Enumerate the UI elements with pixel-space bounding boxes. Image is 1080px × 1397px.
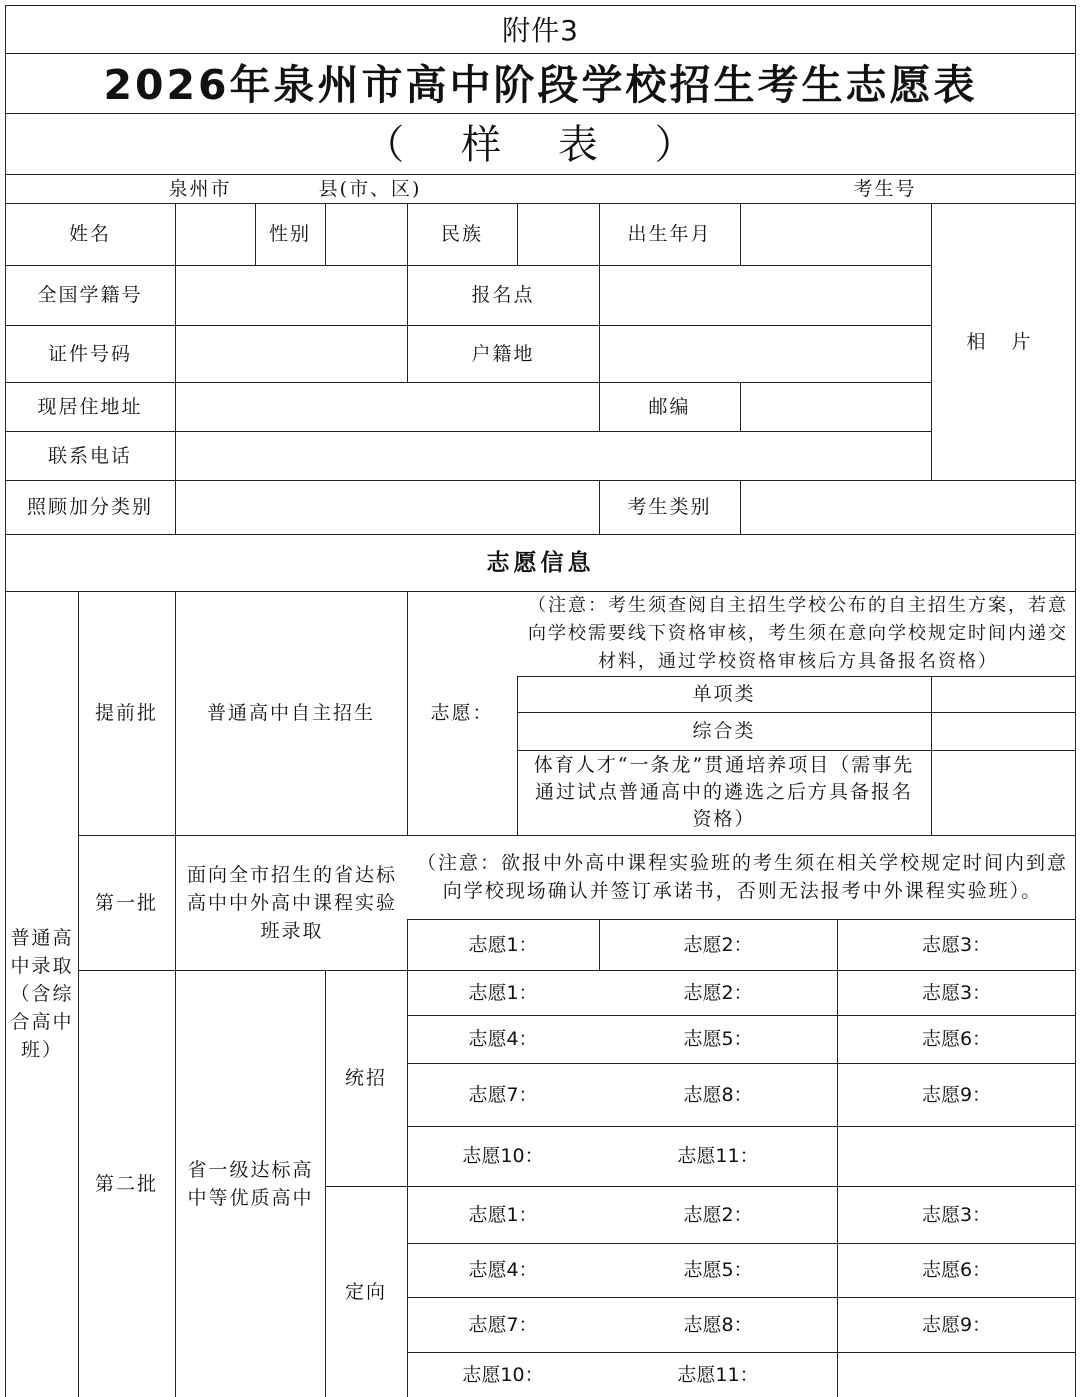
reg-point-label: 报名点 bbox=[471, 284, 535, 306]
id-number-label: 证件号码 bbox=[47, 342, 132, 365]
photo-label: 相 片 bbox=[966, 330, 1041, 353]
wish-field[interactable]: 志愿4： bbox=[468, 1259, 538, 1281]
wish-field[interactable]: 志愿11： bbox=[677, 1363, 759, 1386]
student-id-label: 全国学籍号 bbox=[37, 284, 143, 306]
wish-field[interactable]: 志愿6： bbox=[921, 1259, 992, 1281]
early-batch-type: 普通高中自主招生 bbox=[206, 702, 375, 724]
wish-field[interactable]: 志愿3： bbox=[921, 1203, 992, 1226]
wish-field[interactable]: 志愿7： bbox=[468, 1313, 538, 1336]
name-label: 姓名 bbox=[68, 223, 111, 245]
wish-field[interactable]: 志愿1： bbox=[468, 1203, 538, 1226]
wish-field[interactable]: 志愿10： bbox=[462, 1145, 544, 1167]
wish-field[interactable]: 志愿8： bbox=[683, 1083, 753, 1106]
wish-field[interactable]: 志愿7： bbox=[468, 1083, 538, 1106]
wish-field[interactable]: 志愿1： bbox=[468, 933, 538, 956]
admission-group-label: 普通高中录取（含综合高中班） bbox=[10, 927, 74, 1061]
exam-number-label: 考生号 bbox=[853, 178, 917, 200]
phone-label: 联系电话 bbox=[47, 444, 132, 467]
early-wish-label: 志愿： bbox=[430, 702, 494, 724]
hukou-label: 户籍地 bbox=[471, 342, 535, 365]
county-label: 县(市、区) bbox=[318, 178, 422, 200]
single-item-category: 单项类 bbox=[692, 683, 756, 705]
first-batch-label: 第一批 bbox=[94, 891, 158, 914]
second-batch-label: 第二批 bbox=[94, 1172, 158, 1195]
wish-field[interactable]: 志愿5： bbox=[683, 1259, 753, 1281]
wish-field[interactable]: 志愿11： bbox=[677, 1145, 759, 1167]
wish-field[interactable]: 志愿6： bbox=[921, 1028, 992, 1050]
wish-field[interactable]: 志愿2： bbox=[683, 933, 753, 956]
wish-field[interactable]: 志愿8： bbox=[683, 1313, 753, 1336]
first-batch-notice: （注意：欲报中外高中课程实验班的考生须在相关学校规定时间内到意向学校现场确认并签订承诺书，否则无法报考中外课程实验班）。 bbox=[416, 852, 1068, 902]
wish-field[interactable]: 志愿2： bbox=[683, 981, 753, 1004]
city-label: 泉州市 bbox=[168, 178, 232, 200]
sports-talent-category: 体育人才“一条龙”贯通培养项目（需事先通过试点普通高中的遴选之后方具备报名资格） bbox=[533, 754, 915, 830]
address-label: 现居住地址 bbox=[37, 395, 143, 418]
wish-field[interactable]: 志愿9： bbox=[921, 1313, 992, 1336]
wish-field[interactable]: 志愿2： bbox=[683, 1203, 753, 1226]
form-subtitle: （ 样 表 ） bbox=[364, 122, 717, 168]
wish-field[interactable]: 志愿10： bbox=[462, 1363, 544, 1386]
wish-field[interactable]: 志愿3： bbox=[921, 933, 992, 956]
wish-field[interactable]: 志愿9： bbox=[921, 1083, 992, 1106]
wish-field[interactable]: 志愿5： bbox=[683, 1028, 753, 1050]
tongzhao-label: 统招 bbox=[344, 1067, 387, 1089]
bonus-category-label: 照顾加分类别 bbox=[26, 496, 153, 518]
second-batch-type: 省一级达标高中等优质高中 bbox=[187, 1158, 314, 1209]
postcode-label: 邮编 bbox=[648, 395, 691, 418]
attachment-label: 附件3 bbox=[502, 13, 579, 47]
wish-field[interactable]: 志愿4： bbox=[468, 1028, 538, 1050]
section-title: 志愿信息 bbox=[486, 548, 595, 576]
ethnicity-label: 民族 bbox=[440, 223, 483, 245]
early-batch-label: 提前批 bbox=[94, 702, 158, 724]
wish-field[interactable]: 志愿1： bbox=[468, 981, 538, 1004]
early-notice: （注意：考生须查阅自主招生学校公布的自主招生方案，若意向学校需要线下资格审核，考生须在意向学校规定时间内递交材料，通过学校资格审核后方具备报名资格） bbox=[528, 595, 1068, 672]
comprehensive-category: 综合类 bbox=[692, 720, 756, 742]
wish-field[interactable]: 志愿3： bbox=[921, 981, 992, 1004]
birth-label: 出生年月 bbox=[627, 223, 712, 245]
dingxiang-label: 定向 bbox=[344, 1280, 387, 1303]
form-title: 2026年泉州市高中阶段学校招生考生志愿表 bbox=[103, 60, 978, 109]
gender-label: 性别 bbox=[268, 223, 311, 245]
first-batch-type: 面向全市招生的省达标高中中外高中课程实验班录取 bbox=[186, 863, 397, 942]
student-category-label: 考生类别 bbox=[627, 496, 712, 518]
